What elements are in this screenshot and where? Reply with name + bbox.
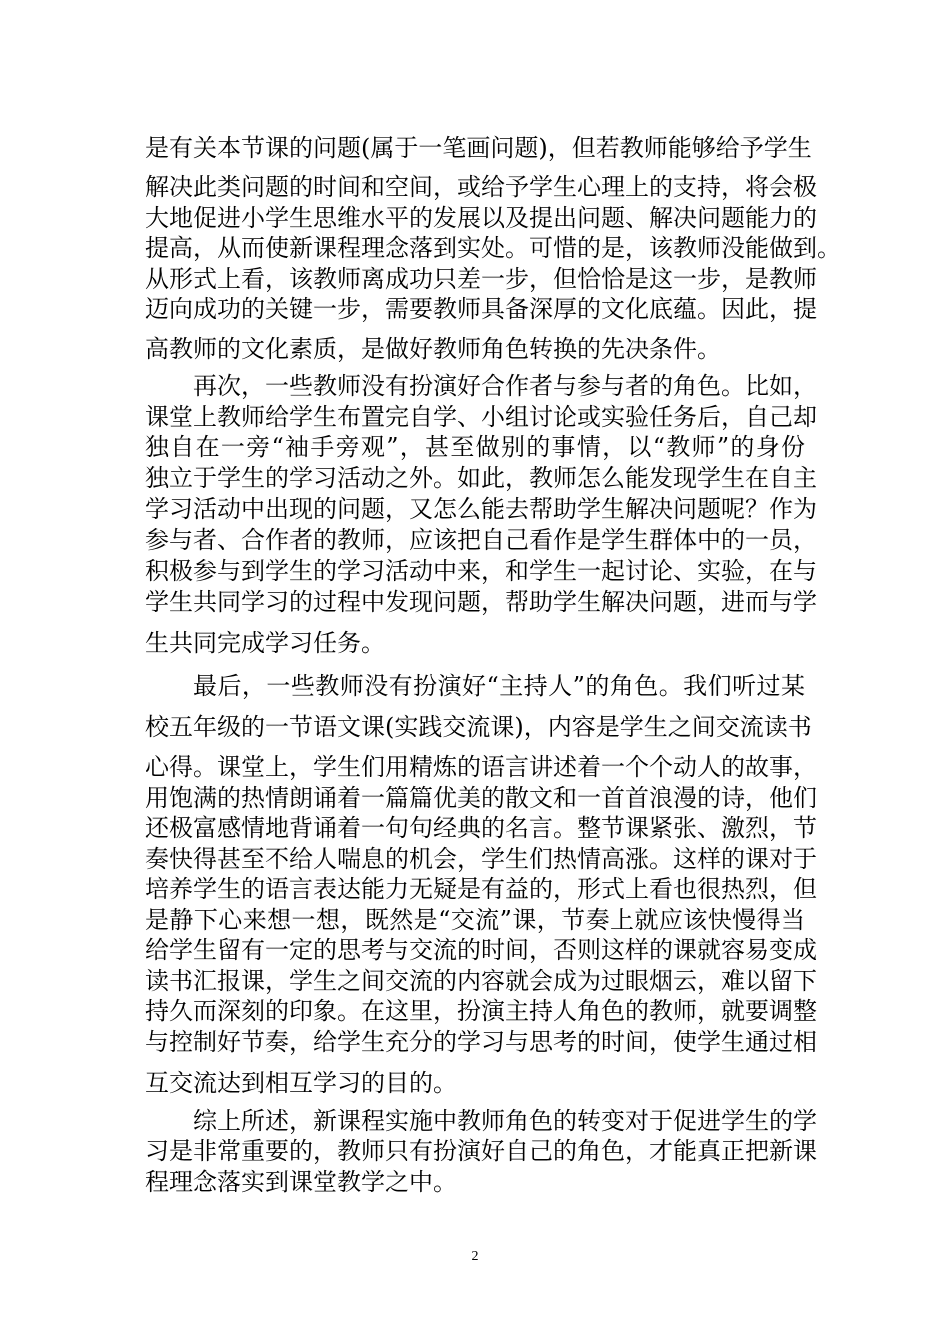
text-line: 习是非常重要的，教师只有扮演好自己的角色，才能真正把新课: [145, 1137, 817, 1165]
text-line: 互交流达到相互学习的目的。: [145, 1069, 457, 1097]
text-line: 心得。课堂上，学生们用精炼的语言讲述着一个个动人的故事，: [145, 753, 817, 781]
text-line: 独立于学生的学习活动之外。如此，教师怎么能发现学生在自主: [145, 464, 817, 492]
text-line: 用饱满的热情朗诵着一篇篇优美的散文和一首首浪漫的诗，他们: [145, 784, 817, 812]
text-line: 提高，从而使新课程理念落到实处。可惜的是，该教师没能做到。: [145, 234, 841, 262]
text-line: 参与者、合作者的教师，应该把自己看作是学生群体中的一员，: [145, 526, 817, 554]
page-number: 2: [471, 1249, 479, 1264]
text-line: 解决此类问题的时间和空间，或给予学生心理上的支持，将会极: [145, 173, 817, 201]
text-line: 读书汇报课，学生之间交流的内容就会成为过眼烟云，难以留下: [145, 967, 817, 995]
text-line: 大地促进小学生思维水平的发展以及提出问题、解决问题能力的: [145, 204, 817, 232]
text-line: 培养学生的语言表达能力无疑是有益的，形式上看也很热烈，但: [145, 875, 817, 903]
text-line: 高教师的文化素质，是做好教师角色转换的先决条件。: [145, 335, 721, 363]
text-line: 学生共同学习的过程中发现问题，帮助学生解决问题，进而与学: [145, 588, 817, 616]
text-line: 独自在一旁“袖手旁观”，甚至做别的事情，以“教师”的身份: [145, 433, 805, 461]
text-line: 给学生留有一定的思考与交流的时间，否则这样的课就容易变成: [145, 936, 817, 964]
paragraph-first-line: 再次，一些教师没有扮演好合作者与参与者的角色。比如，: [193, 372, 817, 400]
paragraph-first-line: 综上所述，新课程实施中教师角色的转变对于促进学生的学: [193, 1107, 817, 1135]
text-line: 持久而深刻的印象。在这里，扮演主持人角色的教师，就要调整: [145, 997, 817, 1025]
text-line: 校五年级的一节语文课(实践交流课)，内容是学生之间交流读书: [145, 713, 812, 741]
text-line: 与控制好节奏，给学生充分的学习与思考的时间，使学生通过相: [145, 1028, 817, 1056]
text-line: 是有关本节课的问题(属于一笔画问题)，但若教师能够给予学生: [145, 134, 812, 162]
text-line: 程理念落实到课堂教学之中。: [145, 1168, 457, 1196]
text-line: 学习活动中出现的问题，又怎么能去帮助学生解决问题呢？作为: [145, 495, 817, 523]
text-line: 迈向成功的关键一步，需要教师具备深厚的文化底蕴。因此，提: [145, 295, 817, 323]
text-line: 积极参与到学生的学习活动中来，和学生一起讨论、实验，在与: [145, 557, 817, 585]
text-line: 是静下心来想一想，既然是“交流”课，节奏上就应该快慢得当: [145, 906, 805, 934]
text-line: 奏快得甚至不给人喘息的机会，学生们热情高涨。这样的课对于: [145, 845, 817, 873]
text-line: 课堂上教师给学生布置完自学、小组讨论或实验任务后，自己却: [145, 403, 817, 431]
text-line: 生共同完成学习任务。: [145, 629, 385, 657]
text-line: 从形式上看，该教师离成功只差一步，但恰恰是这一步，是教师: [145, 265, 817, 293]
text-line: 还极富感情地背诵着一句句经典的名言。整节课紧张、激烈，节: [145, 814, 817, 842]
paragraph-first-line: 最后，一些教师没有扮演好“主持人”的角色。我们听过某: [193, 672, 805, 700]
